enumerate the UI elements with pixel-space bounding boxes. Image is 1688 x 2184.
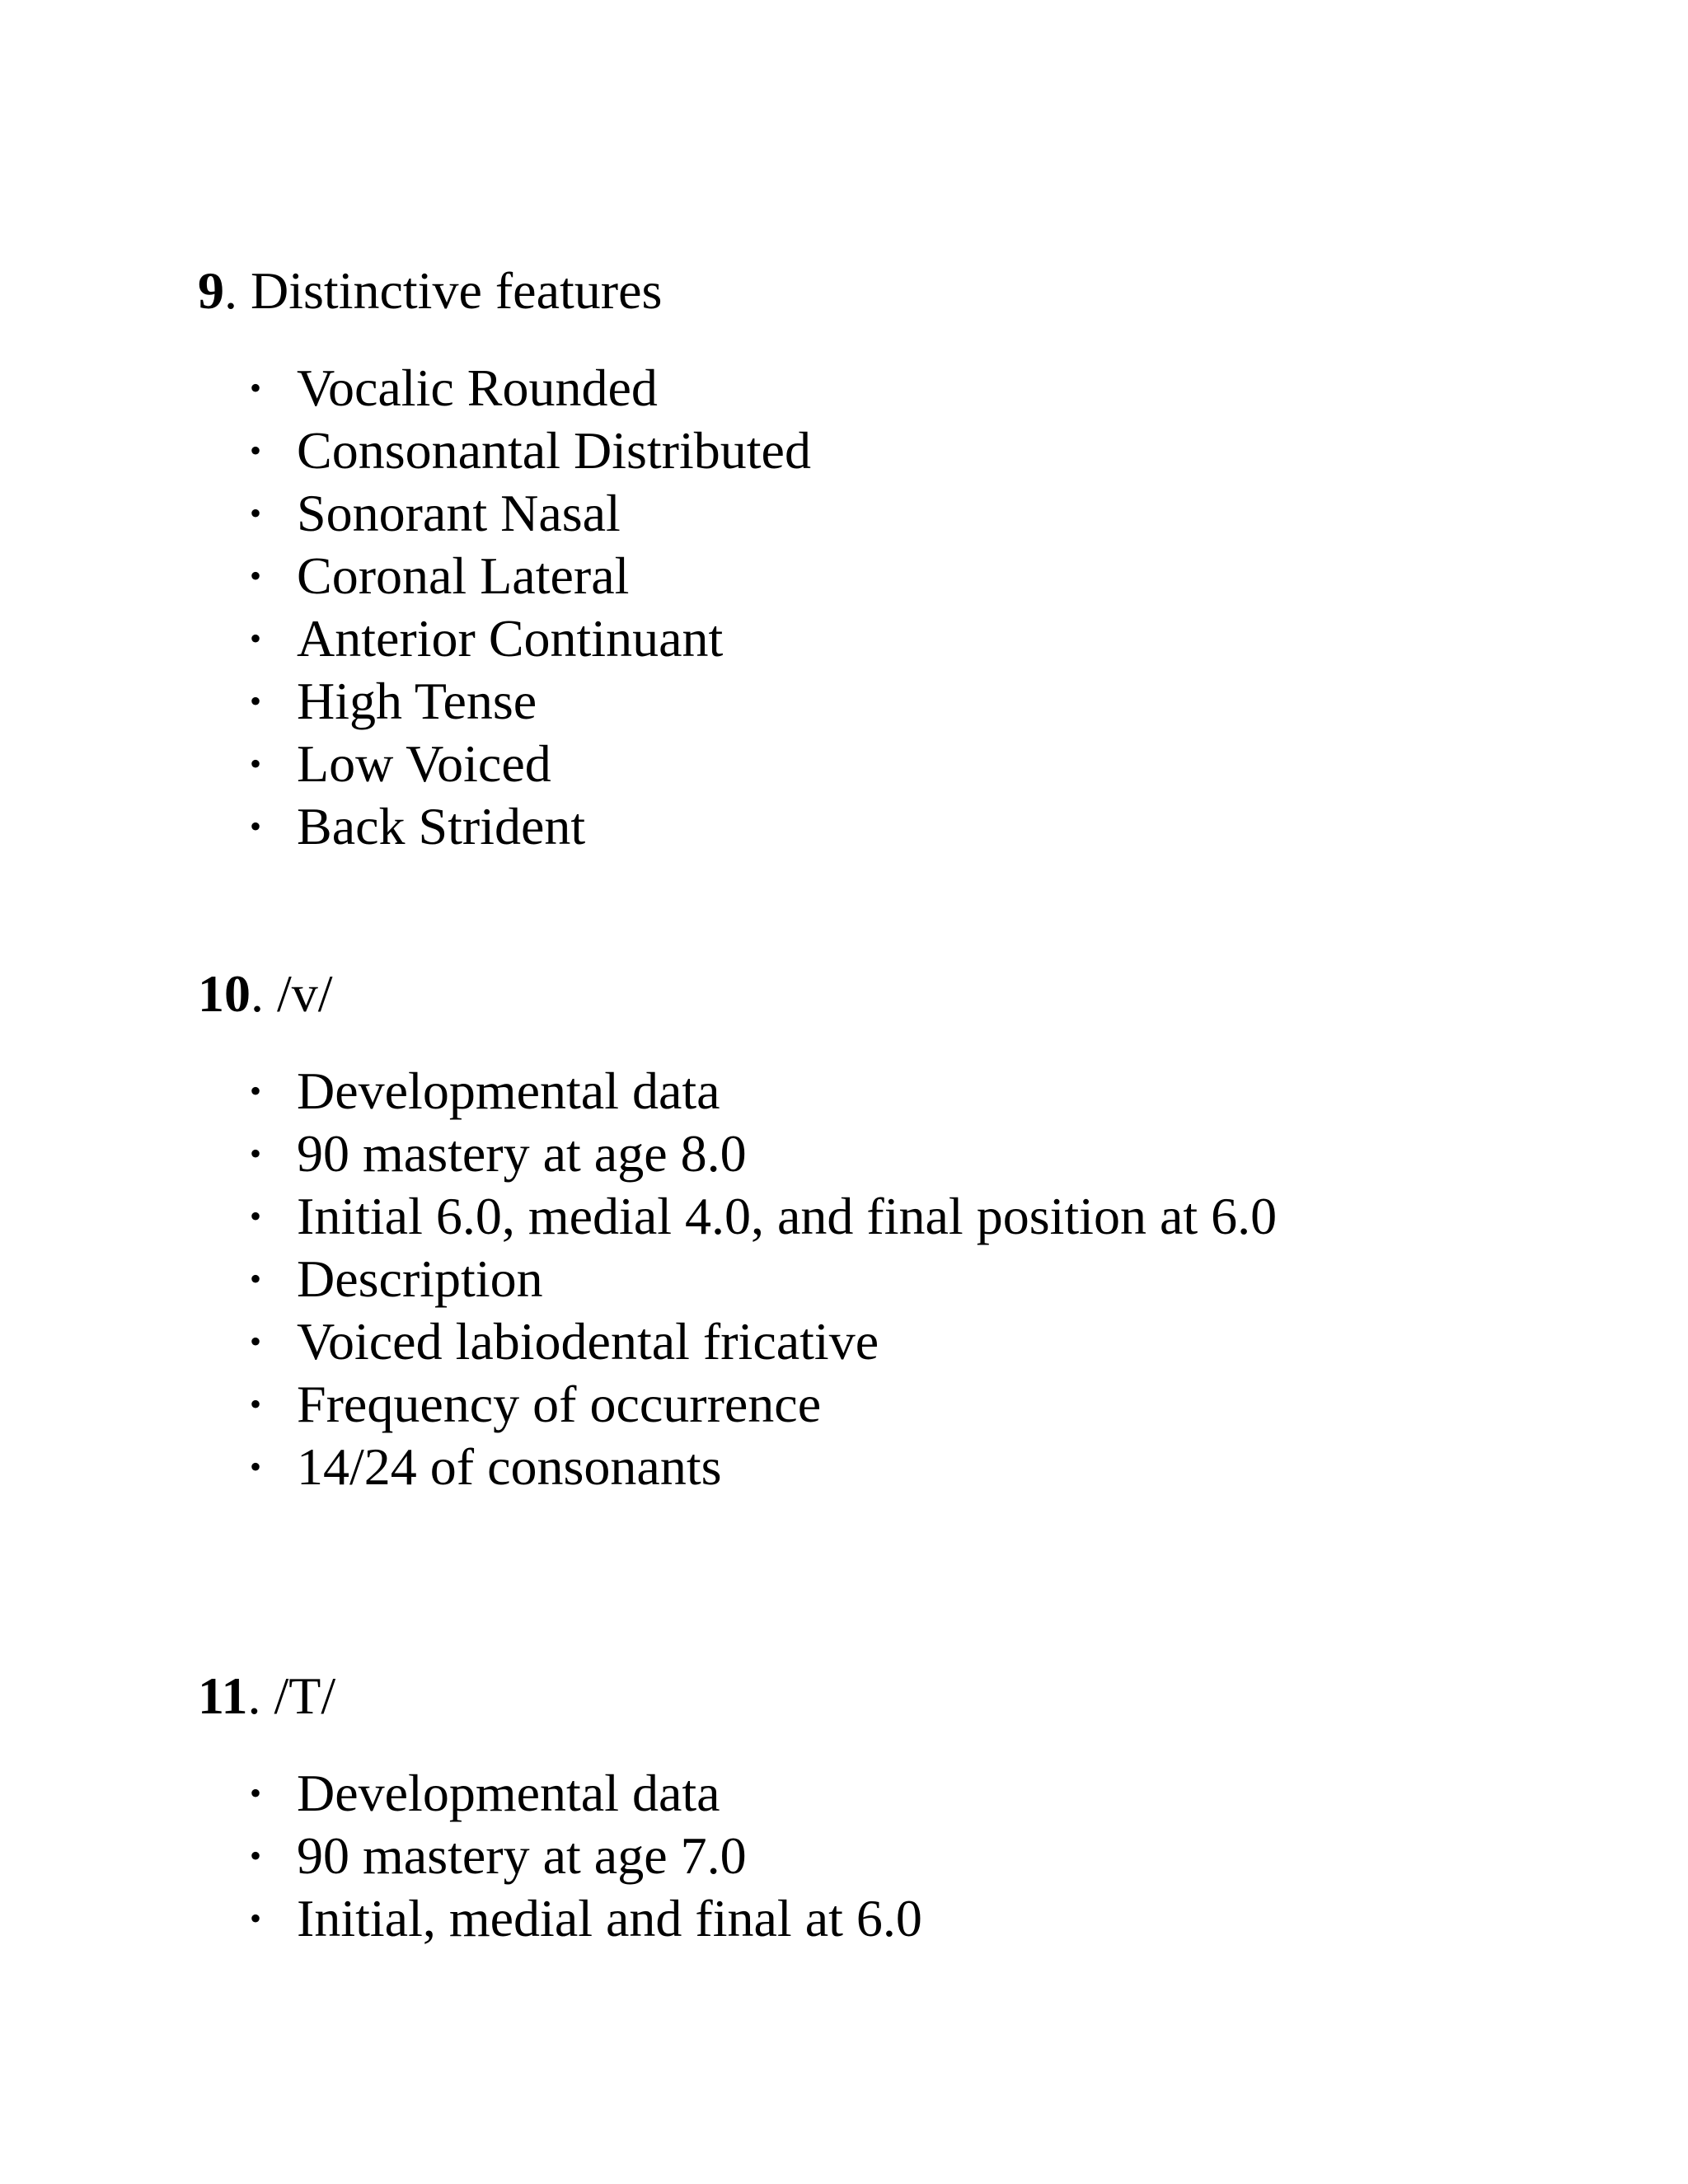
list-item-text: 14/24 of consonants: [297, 1437, 722, 1496]
bullet-list: [247, 1762, 1434, 1950]
list-item: [247, 357, 1434, 419]
section-number: 11: [198, 1666, 248, 1725]
bullet-icon: •: [249, 1448, 261, 1485]
bullet-icon: •: [249, 1260, 261, 1297]
list-item-text: Sonorant Nasal: [297, 484, 621, 542]
list-item: [247, 1373, 1434, 1436]
list-item: [247, 670, 1434, 733]
bullet-icon: •: [249, 1774, 261, 1811]
bullet-icon: •: [249, 369, 261, 406]
list-item-text: Voiced labiodental fricative: [297, 1312, 879, 1371]
bullet-icon: •: [249, 557, 261, 594]
list-item-text: Vocalic Rounded: [297, 359, 658, 417]
bullet-icon: •: [249, 494, 261, 532]
bullet-icon: •: [249, 745, 261, 782]
list-item: [247, 419, 1434, 482]
list-item: [247, 1185, 1434, 1248]
list-item: [247, 1887, 1434, 1950]
list-item-text: Initial 6.0, medial 4.0, and final position at 6.0: [297, 1187, 1278, 1245]
list-item: [247, 1122, 1434, 1185]
section-number: 10: [198, 964, 251, 1023]
bullet-icon: •: [249, 1197, 261, 1235]
section-title: . /v/: [251, 964, 333, 1023]
list-item-text: 90 mastery at age 7.0: [297, 1826, 747, 1885]
list-item-text: Consonantal Distributed: [297, 421, 811, 480]
list-item-text: Initial, medial and final at 6.0: [297, 1889, 922, 1947]
section-heading: [198, 963, 1517, 1025]
list-item: [247, 482, 1434, 545]
section-title: . Distinctive features: [224, 261, 663, 320]
section-t-sound: [198, 1665, 1517, 1947]
list-item: [247, 1825, 1434, 1887]
bullet-icon: •: [249, 682, 261, 719]
bullet-icon: •: [249, 1072, 261, 1109]
list-item: [247, 545, 1434, 607]
list-item: [247, 1060, 1434, 1122]
section-title: . /T/: [247, 1666, 336, 1725]
bullet-icon: •: [249, 620, 261, 657]
list-item: [247, 1436, 1434, 1498]
section-heading: [198, 260, 1517, 322]
bullet-icon: •: [249, 1323, 261, 1360]
list-item: [247, 1310, 1434, 1373]
bullet-icon: •: [249, 1837, 261, 1874]
bullet-icon: •: [249, 808, 261, 845]
section-number: 9: [198, 261, 224, 320]
list-item: [247, 733, 1434, 795]
list-item: [247, 607, 1434, 670]
list-item-text: Low Voiced: [297, 734, 551, 793]
list-item-text: High Tense: [297, 672, 537, 730]
section-distinctive-features: [198, 260, 1517, 855]
bullet-icon: •: [249, 1135, 261, 1172]
list-item: [247, 1248, 1434, 1310]
bullet-icon: •: [249, 1900, 261, 1937]
list-item-text: Back Strident: [297, 797, 586, 855]
list-item: [247, 795, 1434, 858]
bullet-list: [247, 357, 1434, 858]
list-item: [247, 1762, 1434, 1825]
bullet-icon: •: [249, 432, 261, 469]
list-item-text: 90 mastery at age 8.0: [297, 1124, 747, 1183]
list-item-text: Developmental data: [297, 1062, 720, 1120]
bullet-list: [247, 1060, 1434, 1498]
list-item-text: Developmental data: [297, 1764, 720, 1822]
section-heading: [198, 1665, 1517, 1727]
list-item-text: Description: [297, 1249, 543, 1308]
list-item-text: Frequency of occurrence: [297, 1375, 822, 1433]
list-item-text: Coronal Lateral: [297, 546, 630, 605]
section-v-sound: [198, 963, 1517, 1496]
bullet-icon: •: [249, 1385, 261, 1422]
list-item-text: Anterior Continuant: [297, 609, 724, 668]
